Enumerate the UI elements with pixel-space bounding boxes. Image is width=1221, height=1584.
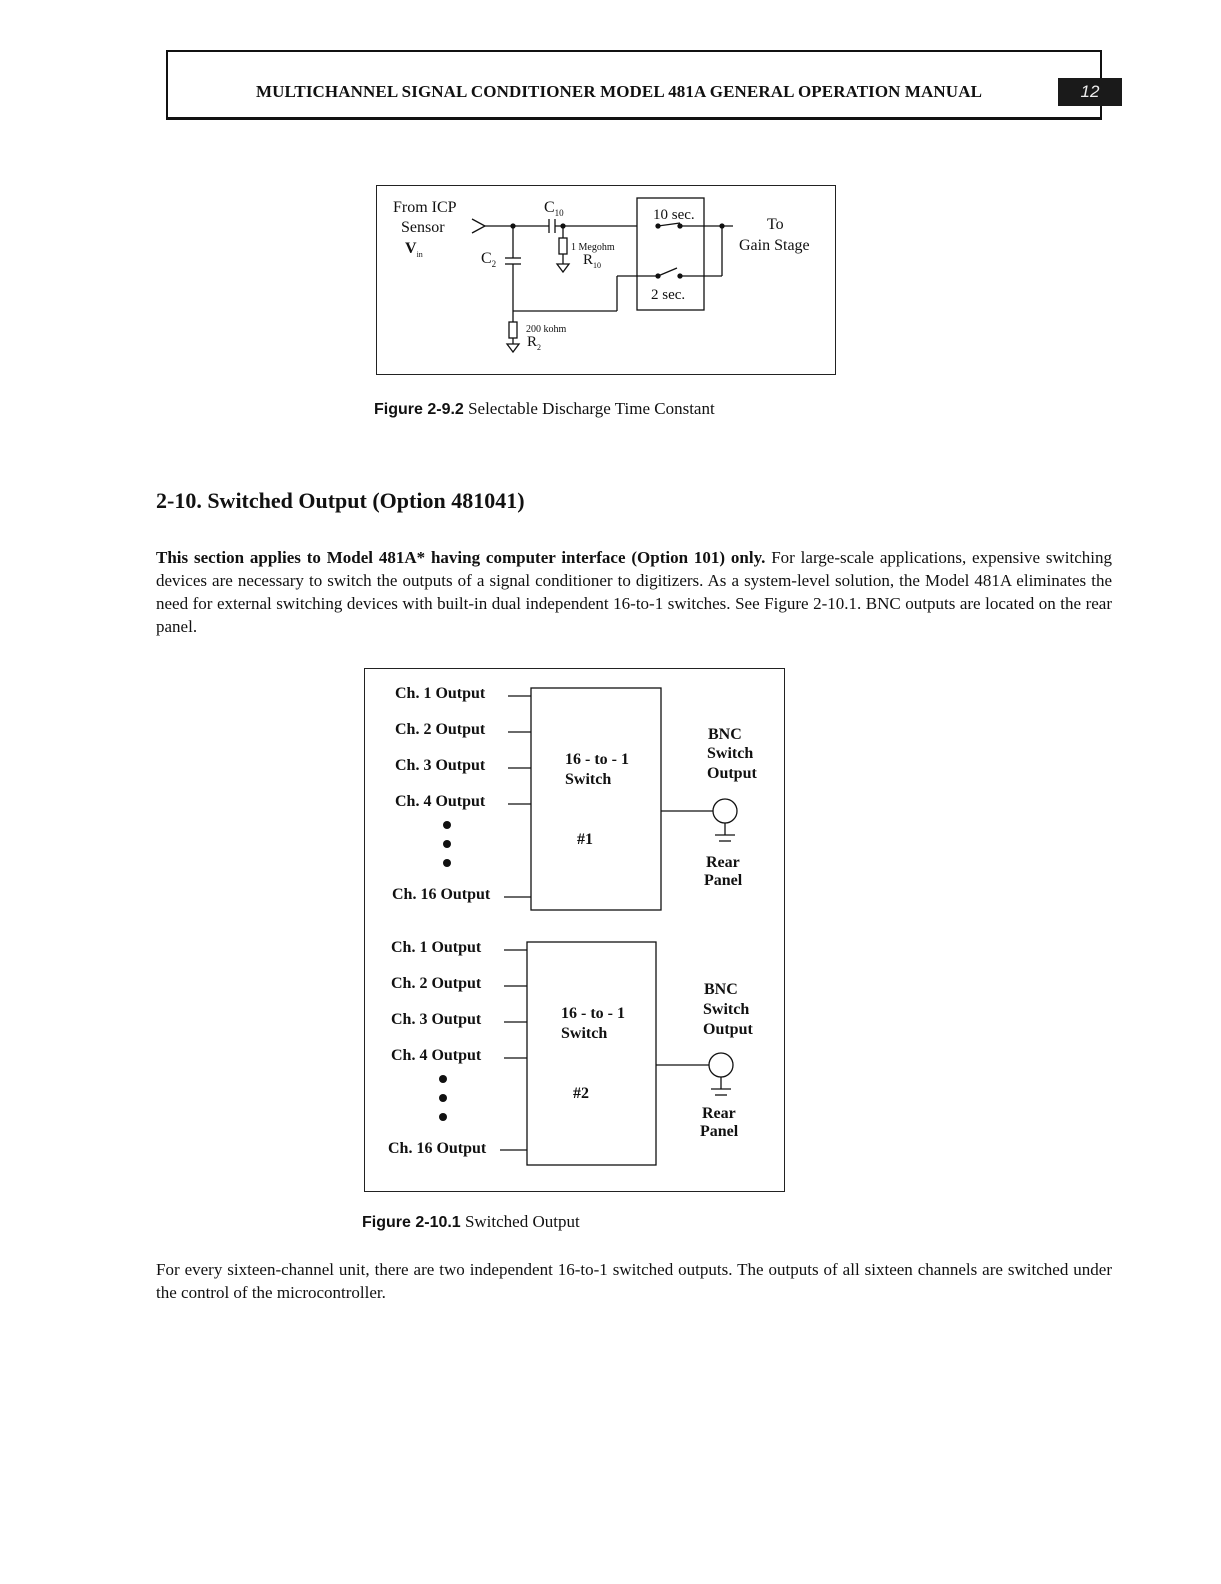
discharge-circuit-figure xyxy=(376,185,836,375)
switch-1-label: Switch xyxy=(565,771,612,788)
section-paragraph: This section applies to Model 481A* having computer interface (Option 101) only. For large-scale applications, expensive switching devices are necessary to switch the outputs of a signal conditioner to digitizers. As a system-level solution, the Model 481A eliminates the need for external switching devices with built-in dual independent 16-to-1 switches. See Figure 2-10.1. BNC outputs are located on the rear panel. xyxy=(156,548,1112,636)
page-number-badge: 12 xyxy=(1058,78,1122,106)
rear-panel-1-line2: Panel xyxy=(704,872,743,889)
switch-1-channel-label: Ch. 2 Output xyxy=(395,721,486,738)
switch-2-channel-label: Ch. 1 Output xyxy=(391,939,482,956)
switch-10sec-label: 10 sec. xyxy=(653,207,695,223)
switched-output-figure xyxy=(364,668,785,1192)
rear-panel-1-line1: Rear xyxy=(706,854,740,871)
figure-caption-2-9-2: Figure 2-9.2 Selectable Discharge Time Constant xyxy=(374,399,715,418)
switch-1-box xyxy=(531,688,661,910)
switch-2-channel-label: Ch. 3 Output xyxy=(391,1011,482,1028)
switch-1-id: #1 xyxy=(577,831,593,848)
switch-2-box xyxy=(527,942,656,1165)
switch-1-channel-label: Ch. 3 Output xyxy=(395,757,486,774)
switch-1-channel-label: Ch. 16 Output xyxy=(392,886,491,903)
c10-label: $C_{10}$ xyxy=(544,199,564,219)
rear-panel-2-line1: Rear xyxy=(702,1105,736,1122)
bnc-1-label-line3: Output xyxy=(707,765,757,782)
switch-2-channel-label: Ch. 2 Output xyxy=(391,975,482,992)
switch-2-channel-label: Ch. 16 Output xyxy=(388,1140,487,1157)
r2-value-label: 200 kohm xyxy=(526,324,567,335)
bnc-1-label-line1: BNC xyxy=(708,726,742,743)
figure-caption-2-10-1: Figure 2-10.1 Switched Output xyxy=(362,1212,580,1231)
c2-label: $C_2$ xyxy=(481,250,497,270)
switch-1-channel-label: Ch. 4 Output xyxy=(395,793,486,810)
rear-panel-2-line2: Panel xyxy=(700,1123,739,1140)
bnc-2-label-line3: Output xyxy=(703,1021,753,1038)
switch-1-channel-label: Ch. 1 Output xyxy=(395,685,486,702)
gain-stage-label: Gain Stage xyxy=(739,237,810,254)
to-label: To xyxy=(767,216,784,233)
switch-1-type: 16 - to - 1 xyxy=(565,751,629,768)
switch-2-label: Switch xyxy=(561,1025,608,1042)
switch-2-channel-label: Ch. 4 Output xyxy=(391,1047,482,1064)
vin-label: $V_{in}$ xyxy=(405,240,423,260)
document-title: MULTICHANNEL SIGNAL CONDITIONER MODEL 481A GENERAL OPERATION MANUAL xyxy=(256,82,983,101)
sensor-label: Sensor xyxy=(401,219,445,236)
r10-value-label: 1 Megohm xyxy=(571,242,615,253)
from-icp-label: From ICP xyxy=(393,199,457,216)
switch-2-type: 16 - to - 1 xyxy=(561,1005,625,1022)
bnc-2-label-line1: BNC xyxy=(704,981,738,998)
bnc-1-label-line2: Switch xyxy=(707,745,754,762)
switch-2-id: #2 xyxy=(573,1085,589,1102)
switch-2sec-label: 2 sec. xyxy=(651,287,686,303)
input-arrow xyxy=(472,219,485,233)
r10-label: $R_{10}$ xyxy=(583,252,602,270)
r2-label: $R_2$ xyxy=(527,334,542,352)
closing-paragraph: For every sixteen-channel unit, there are two independent 16-to-1 switched outputs. The outputs of all sixteen channels are switched under the control of the microcontroller. xyxy=(156,1260,1112,1302)
section-heading: 2-10. Switched Output (Option 481041) xyxy=(156,488,525,513)
bnc-2-label-line2: Switch xyxy=(703,1001,750,1018)
